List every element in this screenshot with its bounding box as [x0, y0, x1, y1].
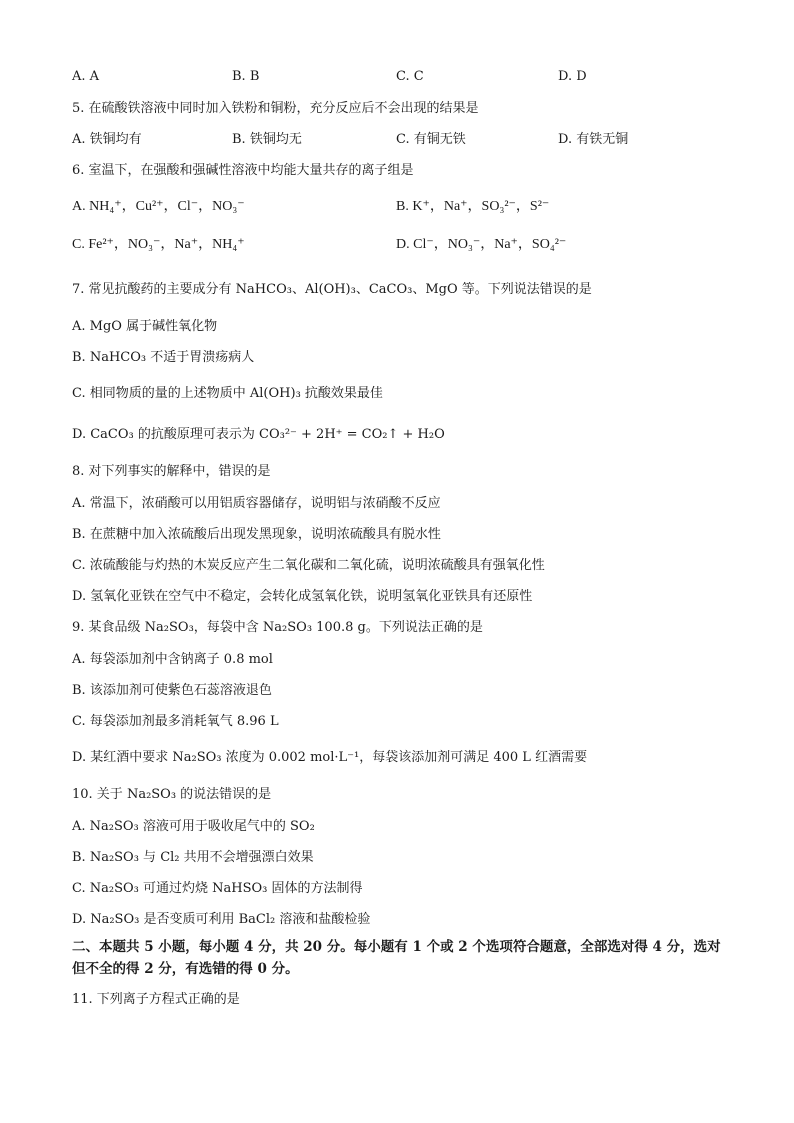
q10-option-c: C. Na₂SO₃ 可通过灼烧 NaHSO₃ 固体的方法制得 — [72, 881, 363, 896]
q5-option-d: D. 有铁无铜 — [558, 132, 629, 147]
q10-option-b: B. Na₂SO₃ 与 Cl₂ 共用不会增强漂白效果 — [72, 850, 314, 865]
q7-option-a: A. MgO 属于碱性氧化物 — [72, 319, 218, 334]
q9-option-c: C. 每袋添加剂最多消耗氧气 8.96 L — [72, 714, 279, 729]
q6-option-a: A. NH₄⁺，Cu²⁺，Cl⁻，NO₃⁻ — [72, 199, 245, 214]
q6-option-c: C. Fe²⁺，NO₃⁻，Na⁺，NH₄⁺ — [72, 237, 245, 252]
q8-stem: 8. 对下列事实的解释中，错误的是 — [72, 464, 271, 479]
q9-stem: 9. 某食品级 Na₂SO₃，每袋中含 Na₂SO₃ 100.8 g。下列说法正确的是 — [72, 620, 483, 635]
q7-option-b: B. NaHCO₃ 不适于胃溃疡病人 — [72, 350, 255, 365]
q4-option-b: B. B — [232, 69, 260, 84]
q5-option-a: A. 铁铜均有 — [72, 132, 142, 147]
q7-option-c: C. 相同物质的量的上述物质中 Al(OH)₃ 抗酸效果最佳 — [72, 386, 383, 401]
q7-option-d: D. CaCO₃ 的抗酸原理可表示为 CO₃²⁻ + 2H⁺ = CO₂↑ + H₂O — [72, 427, 445, 442]
q8-option-d: D. 氢氧化亚铁在空气中不稳定，会转化成氢氧化铁，说明氢氧化亚铁具有还原性 — [72, 589, 533, 604]
q7-stem: 7. 常见抗酸药的主要成分有 NaHCO₃、Al(OH)₃、CaCO₃、MgO 等。下列说法错误的是 — [72, 282, 592, 297]
q4-option-a: A. A — [72, 69, 100, 84]
q6-option-d: D. Cl⁻，NO₃⁻，Na⁺，SO₄²⁻ — [396, 237, 567, 252]
q5-option-c: C. 有铜无铁 — [396, 132, 466, 147]
q4-option-c: C. C — [396, 69, 424, 84]
q4-option-d: D. D — [558, 69, 587, 84]
q10-option-a: A. Na₂SO₃ 溶液可用于吸收尾气中的 SO₂ — [72, 819, 315, 834]
q6-stem: 6. 室温下，在强酸和强碱性溶液中均能大量共存的离子组是 — [72, 163, 414, 178]
q9-option-a: A. 每袋添加剂中含钠离子 0.8 mol — [72, 652, 273, 667]
section-2-heading: 二、本题共 5 小题，每小题 4 分，共 20 分。每小题有 1 个或 2 个选项符合题意，全部选对得 4 分，选对但不全的得 2 分，有选错的得 0 分。 — [72, 939, 721, 977]
q6-option-b: B. K⁺，Na⁺，SO₃²⁻，S²⁻ — [396, 199, 550, 214]
q9-option-d: D. 某红酒中要求 Na₂SO₃ 浓度为 0.002 mol·L⁻¹，每袋该添加剂可满足 400 L 红酒需要 — [72, 750, 588, 765]
q8-option-a: A. 常温下，浓硝酸可以用铝质容器储存，说明铝与浓硝酸不反应 — [72, 496, 441, 511]
q8-option-b: B. 在蔗糖中加入浓硫酸后出现发黑现象，说明浓硫酸具有脱水性 — [72, 527, 441, 542]
q5-option-b: B. 铁铜均无 — [232, 132, 302, 147]
q11-stem: 11. 下列离子方程式正确的是 — [72, 992, 240, 1007]
q9-option-b: B. 该添加剂可使紫色石蕊溶液退色 — [72, 683, 272, 698]
q5-stem: 5. 在硫酸铁溶液中同时加入铁粉和铜粉，充分反应后不会出现的结果是 — [72, 101, 479, 116]
q10-stem: 10. 关于 Na₂SO₃ 的说法错误的是 — [72, 787, 272, 802]
q8-option-c: C. 浓硫酸能与灼热的木炭反应产生二氧化碳和二氧化硫，说明浓硫酸具有强氧化性 — [72, 558, 545, 573]
q10-option-d: D. Na₂SO₃ 是否变质可利用 BaCl₂ 溶液和盐酸检验 — [72, 912, 371, 927]
